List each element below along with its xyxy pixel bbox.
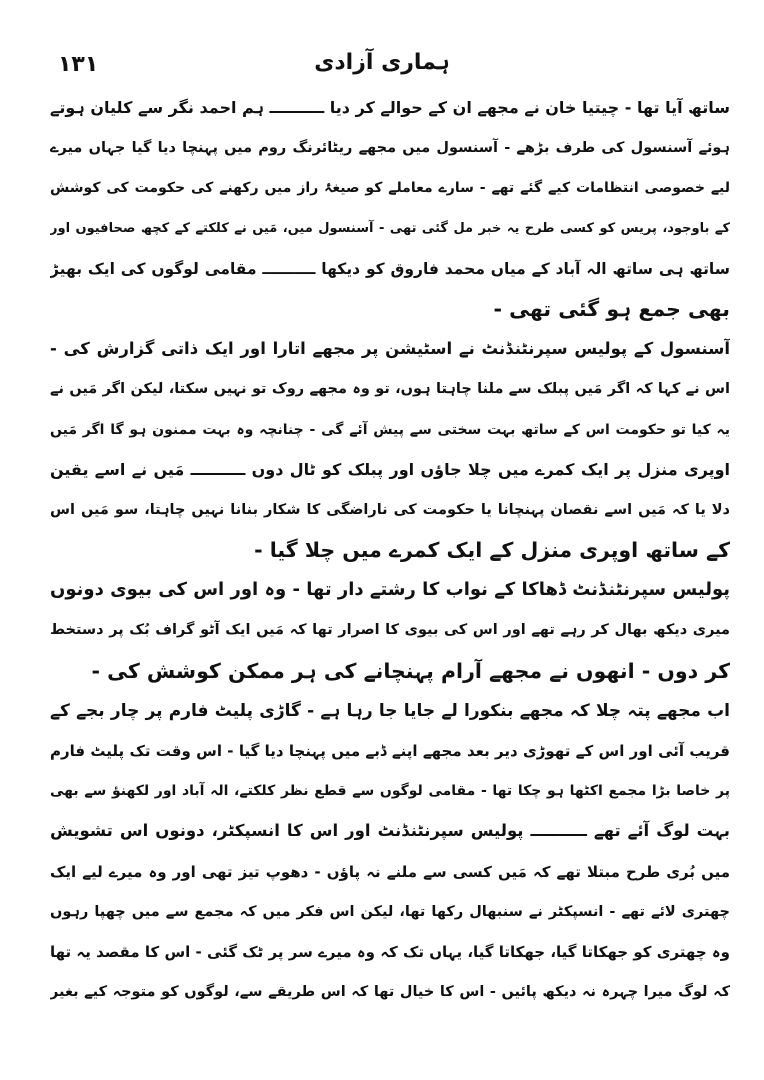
text-line: اس نے کہا کہ اگر مَیں پبلک سے ملنا چاہتا ہوں، تو وہ مجھے روک تو نہیں سکتا، لیکن اگر مَیں نے bbox=[50, 381, 730, 398]
text-line: کے ساتھ اوپری منزل کے ایک کمرے میں چلا گیا - bbox=[254, 538, 730, 563]
text-line: کر دوں - انھوں نے مجھے آرام پہنچانے کی ہر ممکن کوشش کی - bbox=[91, 658, 730, 683]
running-title: ہماری آزادی bbox=[314, 50, 450, 75]
text-line: کہ لوگ میرا چہرہ نہ دیکھ پائیں - اس کا خیال تھا کہ اس طریقے سے، لوگوں کو متوجہ کیے بغیر bbox=[50, 984, 730, 1001]
text-line: بھی جمع ہو گئی تھی - bbox=[493, 296, 730, 321]
text-line: یہ کیا تو حکومت اس کے ساتھ بہت سختی سے پیش آئے گی - چنانچہ وہ بہت ممنون ہو گا اگر مَیں bbox=[50, 421, 730, 438]
text-line: ہوئے آسنسول کی طرف بڑھے - آسنسول میں مجھے ریٹائرنگ روم میں پہنچا دیا گیا جہاں میرے bbox=[50, 140, 730, 157]
text-line: چھتری لائے تھے - انسپکٹر نے سنبھال رکھا تھا، لیکن اس فکر میں کہ مجمع سے میں چھپا رہوں bbox=[50, 903, 730, 920]
text-line: میں بُری طرح مبتلا تھے کہ مَیں کسی سے ملنے نہ پاؤں - دھوپ تیز تھی اور وہ میرے لیے ایک bbox=[50, 862, 730, 881]
text-line: وہ چھتری کو جھکاتا گیا، جھکاتا گیا، یہاں تک کہ وہ میرے سر پر ٹک گئی - اس کا مقصد یہ تھا bbox=[50, 942, 730, 961]
page-number: ۱۳۱ bbox=[58, 52, 99, 77]
text-line: قریب آئی اور اس کے تھوڑی دیر بعد مجھے اپنے ڈبے میں پہنچا دیا گیا - اس وقت تک پلیٹ فارم bbox=[50, 742, 730, 760]
body-text bbox=[50, 88, 730, 1012]
text-line: اوپری منزل پر ایک کمرے میں چلا جاؤں اور پبلک کو ٹال دوں ــــــــــ مَیں نے اسے یقین bbox=[50, 459, 730, 479]
text-line: آسنسول کے پولیس سپرنٹنڈنٹ نے اسٹیشن پر مجھے اتارا اور ایک ذاتی گزارش کی - bbox=[50, 339, 730, 359]
text-line: لیے خصوصی انتظامات کیے گئے تھے - سارے معاملے کو صیغۂ راز میں رکھنے کی حکومت کی کوشش bbox=[50, 180, 730, 197]
text-line: پر خاصا بڑا مجمع اکٹھا ہو چکا تھا - مقامی لوگوں سے قطع نظر کلکتے، الہ آباد اور لکھنؤ سے بھی bbox=[50, 783, 730, 800]
text-line: ساتھ ہی ساتھ الہ آباد کے میاں محمد فاروق کو دیکھا ــــــــــ مقامی لوگوں کی ایک بھیڑ bbox=[50, 259, 730, 278]
text-line: دلا یا کہ مَیں اسے نقصان پہنچانا یا حکومت کی ناراضگی کا شکار بنانا نہیں چاہتا، سو مَیں اس bbox=[50, 501, 730, 518]
text-line: کے باوجود، پریس کو کسی طرح یہ خبر مل گئی تھی - آسنسول میں، مَیں نے کلکتے کے کچھ صحافیوں اور bbox=[50, 220, 730, 236]
text-line: اب مجھے پتہ چلا کہ مجھے بنکورا لے جایا جا رہا ہے - گاڑی پلیٹ فارم پر چار بجے کے bbox=[50, 700, 730, 721]
text-line: پولیس سپرنٹنڈنٹ ڈھاکا کے نواب کا رشتے دار تھا - وہ اور اس کی بیوی دونوں bbox=[50, 579, 730, 601]
text-line: بہت لوگ آئے تھے ــــــــــ پولیس سپرنٹنڈنٹ اور اس کا انسپکٹر، دونوں اس تشویش bbox=[50, 821, 730, 841]
text-line: میری دیکھ بھال کر رہے تھے اور اس کی بیوی کا اصرار تھا کہ مَیں ایک آٹو گراف بُک پر دستخط bbox=[50, 622, 730, 639]
text-line: ساتھ آیا تھا - چیتیا خان نے مجھے ان کے حوالے کر دیا ــــــــــ ہم احمد نگر سے کلیان ہوتے bbox=[50, 98, 730, 117]
